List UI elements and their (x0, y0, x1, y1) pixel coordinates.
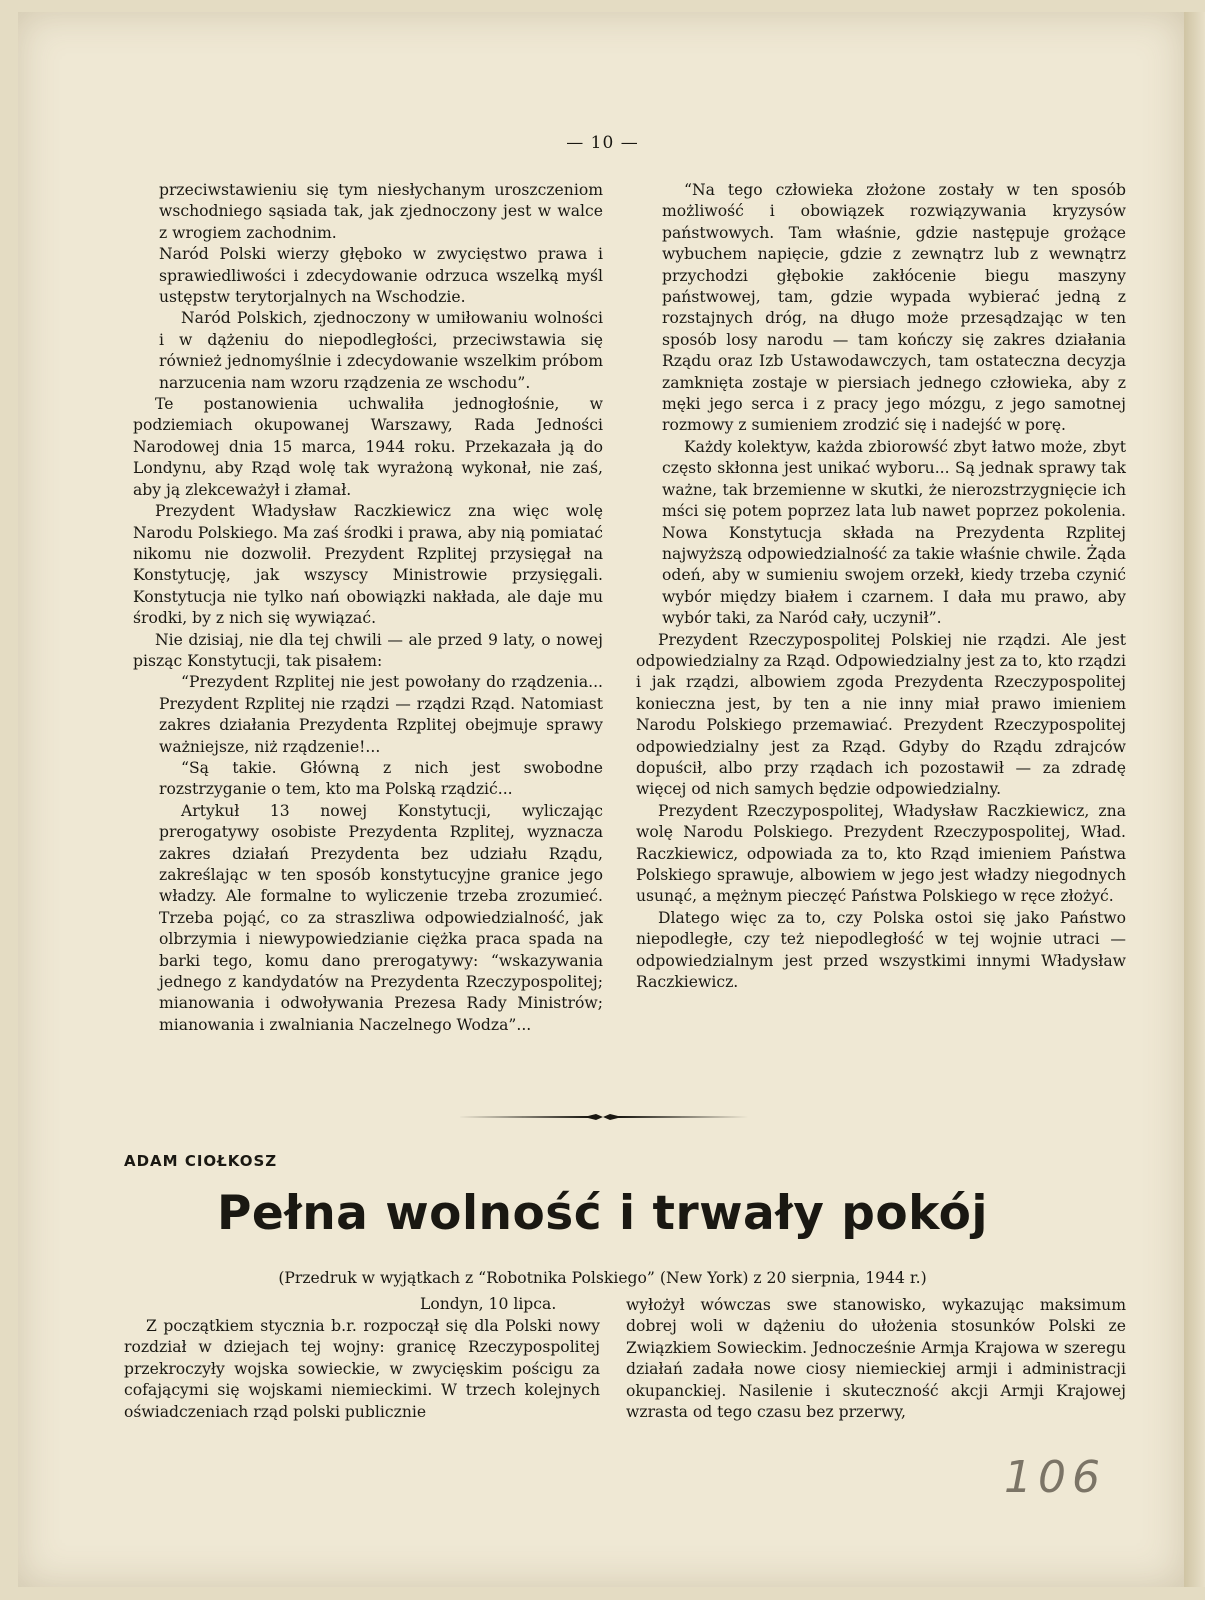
paragraph: Artykuł 13 nowej Konstytucji, wyliczając prerogatywy osobiste Prezydenta Rzplitej, wyznacza zakres działań Prezydenta bez udziału Rządu, zakreślając w ten sposób konstytucyjne granice jego władzy. Ale formalne to wyliczenie trzeba zrozumieć. Trzeba pojąć, co za straszliwa odpowiedzialność, jak olbrzymia i niewypowiedzianie ciężka praca spada na barki tego, komu dano prerogatywy: “wskazywania jednego z kandydatów na Prezydenta Rzeczypospolitej; mianowania i odwoływania Prezesa Rady Ministrów; mianowania i zwalniania Naczelnego Wodza”... (159, 801, 603, 1034)
quoted-constitution (133, 672, 603, 1036)
article-title: Pełna wolność i trwały pokój (216, 1186, 989, 1241)
paragraph: Każdy kolektyw, każda zbiorowść zbyt łatwo może, zbyt często skłonna jest unikać wyboru... Są jednak sprawy tak ważne, tak brzemienne w skutki, że nierozstrzygnięcie ich mści się potem poprzez lata lub nawet poprzez pokolenia. Nowa Konstytucja składa na Prezydenta Rzplitej najwyższą odpowiedzialność za takie właśnie chwile. Żąda odeń, aby w sumieniu swojem orzekł, kiedy trzeba czynić wybór między białem i czarnem. I dała mu prawo, aby wybór taki, za Naród cały, uczynił”. (662, 437, 1126, 628)
paragraph: Nie dzisiaj, nie dla tej chwili — ale przed 9 laty, o nowej pisząc Konstytucji, tak pisałem: (133, 630, 603, 670)
paragraph: Dlatego więc za to, czy Polska ostoi się jako Państwo niepodległe, czy też niepodległość w tej wojnie utraci — odpowiedzialnym jest przed wszystkimi innymi Władysław Raczkiewicz. (636, 908, 1126, 992)
paragraph: Naród Polski wierzy głęboko w zwycięstwo prawa i sprawiedliwości i zdecydowanie odrzuca wszelką myśl ustępstw terytorjalnych na Wschodzie. (159, 245, 603, 307)
page-number: — 10 — (566, 133, 639, 153)
paragraph: “Na tego człowieka złożone zostały w ten sposób możliwość i obowiązek rozwiązywania kryzysów państwowych. Tam właśnie, gdzie następuje grożące wybuchem napięcie, gdzie z zewnątrz lub z wewnątrz przychodzi głębokie zakłócenie biegu maszyny państwowej, tam, gdzie wypada wybierać jedną z rozstajnych dróg, na długo może przesądzając w ten sposób losy narodu — tam kończy się zakres działania Rządu oraz Izb Ustawodawczych, tam ostateczna decyzja zamknięta zostaje w piersiach jednego człowieka, aby z męki jego serca i z pracy jego mózgu, z jego samotnej rozmowy z sumieniem zrodzić się i nadejść w porę. (662, 181, 1126, 435)
paragraph: Te postanowienia uchwaliła jednogłośnie, w podziemiach okupowanej Warszawy, Rada Jedności Narodowej dnia 15 marca, 1944 roku. Przekazała ją do Londynu, aby Rząd wolę tak wyrażoną wykonał, nie zaś, aby ją zlekceważył i złamał. (133, 395, 603, 499)
quoted-resolution (133, 180, 603, 394)
article-left-column (124, 1316, 600, 1423)
dateline: Londyn, 10 lipca. (420, 1295, 557, 1313)
divider-right (603, 1114, 748, 1120)
reprint-note: (Przedruk w wyjątkach z “Robotnika Polskiego” (New York) z 20 sierpnia, 1944 r.) (278, 1269, 927, 1287)
paragraph: “Prezydent Rzplitej nie jest powołany do rządzenia... Prezydent Rzplitej nie rządzi — rządzi Rząd. Natomiast zakres działania Prezydenta Rzplitej obejmuje sprawy ważniejsze, niż rządzenie!... (159, 673, 603, 756)
page-edge (1184, 12, 1205, 1587)
right-column (636, 180, 1126, 993)
paragraph: Prezydent Władysław Raczkiewicz zna więc wolę Narodu Polskiego. Ma zaś środki i prawa, aby nią pomiatać nikomu nie dozwolił. Prezydent Rzplitej przysięgał na Konstytucję, jak wszyscy Ministrowie przysięgali. Konstytucja nie tylko nań obowiązki nakłada, ale daje mu środki, by z nich się wywiązać. (133, 502, 603, 628)
quoted-constitution-cont (636, 180, 1126, 630)
article-right-column (626, 1295, 1126, 1423)
paragraph: Prezydent Rzeczypospolitej, Władysław Raczkiewicz, zna wolę Narodu Polskiego. Prezydent Rzeczypospolitej, Wład. Raczkiewicz, odpowiada za to, kto Rząd imieniem Państwa Polskiego sprawuje, albowiem w jego jest władzy niegodnych usunąć, a mężnym pieczęć Państwa Polskiego w ręce złożyć. (636, 801, 1126, 906)
paragraph: Naród Polskich, zjednoczony w umiłowaniu wolności i w dążeniu do niepodległości, przeciwstawia się również jednomyślnie i zdecydowanie wszelkim próbom narzucenia nam wzoru rządzenia ze wschodu”. (159, 309, 603, 392)
paragraph: przeciwstawieniu się tym niesłychanym uroszczeniom wschodniego sąsiada tak, jak zjednoczony jest w walce z wrogiem zachodnim. (159, 181, 603, 242)
ornamental-divider (458, 1114, 748, 1120)
paragraph: Z początkiem stycznia b.r. rozpoczął się dla Polski nowy rozdział w dziejach tej wojny: granicę Rzeczypospolitej przekroczyły wojska sowieckie, w zwycięskim pościgu za cofającymi się wojskami niemieckimi. W trzech kolejnych oświadczeniach rząd polski publicznie (124, 1317, 600, 1421)
handwritten-page-number: 106 (1004, 1452, 1106, 1503)
article-author: ADAM CIOŁKOSZ (124, 1152, 278, 1170)
paragraph: wyłożył wówczas swe stanowisko, wykazując maksimum dobrej woli w dążeniu do ułożenia stosunków Polski ze Związkiem Sowieckim. Jednocześnie Armja Krajowa w szeregu działań zadała nowe ciosy niemieckiej armji i administracji okupanckiej. Nasilenie i skuteczność akcji Armji Krajowej wzrasta od tego czasu bez przerwy, (626, 1296, 1126, 1422)
paragraph: Prezydent Rzeczypospolitej Polskiej nie rządzi. Ale jest odpowiedzialny za Rząd. Odpowiedzialny jest za to, kto rządzi i jak rządzi, albowiem zgoda Prezydenta Rzeczypospolitej konieczna jest, by ten a nie inny miał prawo imieniem Narodu Polskiego przemawiać. Prezydent Rzeczypospolitej odpowiedzialny jest za Rząd. Gdyby do Rządu zdrajców dopuścił, albo przy rządach ich pozostawił — za zdradę więcej od nich samych będzie odpowiedzialny. (636, 630, 1126, 799)
left-column (133, 180, 603, 1036)
divider-left (458, 1114, 603, 1120)
paragraph: “Są takie. Główną z nich jest swobodne rozstrzyganie o tem, kto ma Polską rządzić... (159, 758, 603, 799)
